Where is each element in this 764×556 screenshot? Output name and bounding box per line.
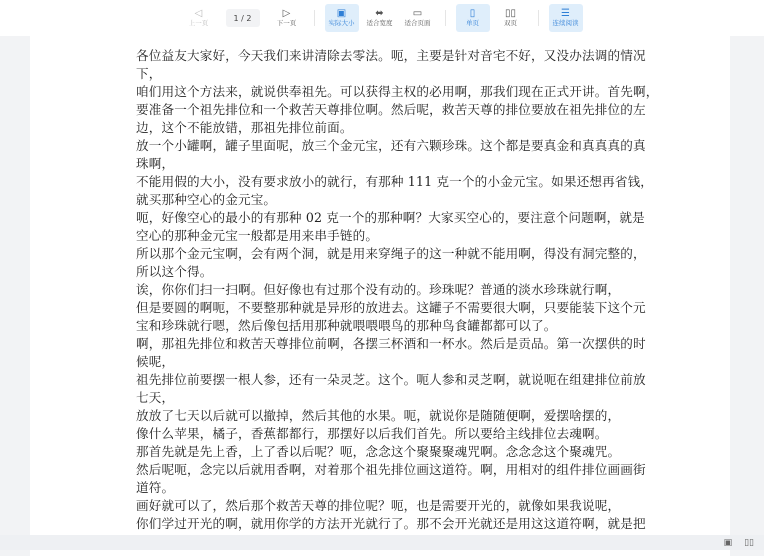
- text-line: 要准备一个祖先排位和一个救苦天尊排位啊。然后呢，救苦天尊的排位要放在祖先排位的左: [136, 102, 646, 117]
- fit-page-icon: ▭: [412, 8, 423, 19]
- single-page-view-icon[interactable]: ▣: [723, 537, 733, 548]
- divider: [445, 10, 446, 26]
- chevron-left-icon: ◁: [194, 8, 203, 19]
- text-line: 珠啊，: [136, 156, 175, 171]
- divider: [314, 10, 315, 26]
- text-line: 画好就可以了，然后那个救苦天尊的排位呢？呃，也是需要开光的，就像如果我说呢，: [136, 498, 621, 513]
- text-line: 所以那个金元宝啊，会有两个洞，就是用来穿绳子的这一种就不能用啊，得没有洞完整的，: [136, 246, 646, 261]
- single-page-icon: ▯: [469, 8, 476, 19]
- fit-width-icon: ⬌: [375, 8, 384, 19]
- text-line: 你们学过开光的啊，就用你学的方法开光就行了。那不会开光就还是用这这道符啊，就是把: [136, 516, 646, 531]
- fit-width-label: 适合宽度: [366, 19, 393, 27]
- actual-size-button[interactable]: [325, 4, 359, 32]
- fit-page-button[interactable]: [401, 4, 435, 32]
- text-line: 道符。: [136, 480, 175, 495]
- single-page-label: 单页: [466, 19, 479, 27]
- continuous-reading-button[interactable]: [549, 4, 583, 32]
- continuous-icon: ☰: [561, 8, 570, 19]
- text-line: 空心的那种金元宝一般都是用来串手链的。: [136, 228, 379, 243]
- text-line: 然后呢呃，念完以后就用香啊，对着那个祖先排位画这道符。啊，用相对的组件排位画画街: [136, 462, 646, 477]
- actual-size-label: 实际大小: [328, 19, 355, 27]
- text-line: 但是要圆的啊呃，不要整那种就是异形的放进去。这罐子不需要很大啊，只要能装下这个元: [136, 300, 646, 315]
- text-line: 所以这个得。: [136, 264, 213, 279]
- status-bar: [0, 535, 764, 550]
- text-line: 呃，好像空心的最小的有那种 02 克一个的那种啊？大家买空心的，要注意个问题啊，就是: [136, 210, 645, 225]
- prev-page-label: 上一页: [188, 19, 209, 27]
- document-text: [136, 47, 659, 533]
- prev-page-button[interactable]: [182, 4, 216, 32]
- text-line: 那首先就是先上香，上了香以后呢？呃，念念这个聚聚聚魂咒啊。念念念这个聚魂咒。: [136, 444, 621, 459]
- text-line: 放一个小罐啊，罐子里面呢，放三个金元宝，还有六颗珍珠。这个都是要真金和真真真的真: [136, 138, 646, 153]
- text-line: 不能用假的大小，没有要求放小的就行，有那种 111 克一个的小金元宝。如果还想再省钱，: [136, 174, 654, 189]
- chevron-right-icon: ▷: [282, 8, 291, 19]
- actual-size-icon: ▣: [336, 8, 347, 19]
- page-number-input[interactable]: 1 / 2: [226, 9, 260, 27]
- double-page-label: 双页: [504, 19, 517, 27]
- text-line: 候呢，: [136, 354, 175, 369]
- viewer-toolbar: [0, 0, 764, 36]
- text-line: 放放了七天以后就可以撤掉，然后其他的水果。呃，就说你是随随便啊，爱摆啥摆的，: [136, 408, 621, 423]
- text-line: 七天，: [136, 390, 175, 405]
- fit-page-label: 适合页面: [404, 19, 431, 27]
- text-line: 诶，你你们扫一扫啊。但好像也有过那个没有动的。珍珠呢？普通的淡水珍珠就行啊，: [136, 282, 621, 297]
- text-line: 就买那种空心的金元宝。: [136, 192, 277, 207]
- text-line: 下，: [136, 66, 162, 81]
- text-line: 啊，那祖先排位和救苦天尊排位前啊，各摆三杯酒和一杯水。然后是贡品。第一次摆供的时: [136, 336, 646, 351]
- divider: [538, 10, 539, 26]
- fit-width-button[interactable]: [363, 4, 397, 32]
- text-line: 边，这个不能放错，那祖先排位前面。: [136, 120, 353, 135]
- next-page-button[interactable]: [270, 4, 304, 32]
- text-line: 祖先排位前要摆一根人参，还有一朵灵芝。这个。呃人参和灵芝啊，就说呃在组建排位前放: [136, 372, 646, 387]
- text-line: 各位益友大家好，今天我们来讲清除去零法。呃，主要是针对音宅不好，又没办法调的情况: [136, 48, 646, 63]
- single-page-button[interactable]: [456, 4, 490, 32]
- double-page-button[interactable]: [494, 4, 528, 32]
- next-page-label: 下一页: [276, 19, 297, 27]
- text-line: 咱们用这个方法来，就说供奉祖先。可以获得主权的必用啊，那我们现在正式开讲。首先啊，: [136, 84, 659, 99]
- continuous-label: 连续阅读: [552, 19, 579, 27]
- text-line: 宝和珍珠就行嗯，然后像包括用那种就喂喂喂鸟的那种鸟食罐都都可以了。: [136, 318, 557, 333]
- double-page-icon: ▯▯: [504, 8, 516, 19]
- text-line: 像什么苹果，橘子，香蕉都都行，那摆好以后我们首先。所以要给主线排位去魂啊。: [136, 426, 608, 441]
- double-page-view-icon[interactable]: ▯▯: [744, 537, 754, 548]
